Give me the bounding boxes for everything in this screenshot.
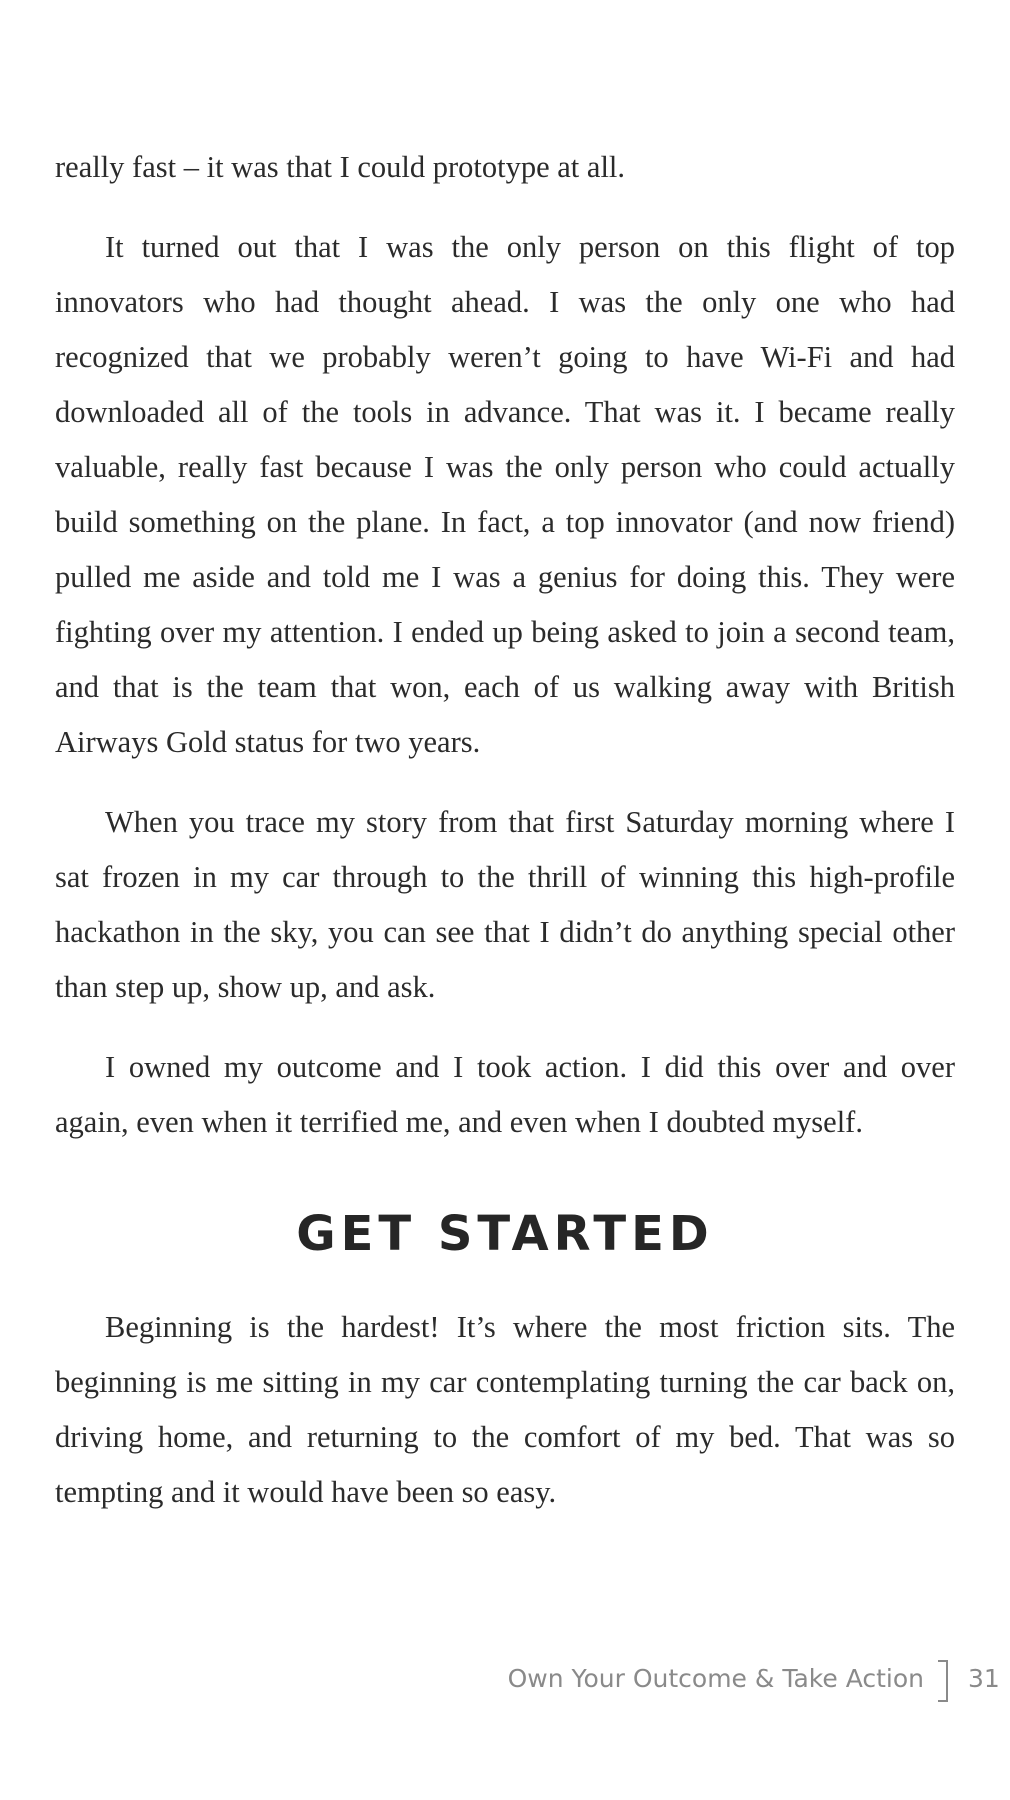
running-title: Own Your Outcome & Take Action xyxy=(507,1664,924,1693)
footer-bracket-divider xyxy=(938,1660,948,1702)
section-heading: GET STARTED xyxy=(296,1206,714,1262)
paragraph-beginning: Beginning is the hardest! It’s where the most friction sits. The beginning is me sitting in my car contemplating turning the car back on, driving home, and returning to the comfort of my bed. That was so tempting and it would have been so easy. xyxy=(55,1310,955,1509)
paragraph-trace-story: When you trace my story from that first Saturday morning where I sat frozen in my car through to the thrill of winning this high-profile hackathon in the sky, you can see that I didn’t do anything special other than step up, show up, and ask. xyxy=(55,805,955,1004)
paragraph-hackathon-flight: It turned out that I was the only person on this flight of top innovators who had thought ahead. I was the only one who had recognized that we probably weren’t going to have Wi-Fi and had downloaded all of the tools in advance. That was it. I became really valuable, really fast because I was the only person who could actually build something on the plane. In fact, a top innovator (and now friend) pulled me aside and told me I was a genius for doing this. They were fighting over my attention. I ended up being asked to join a second team, and that is the team that won, each of us walking away with British Airways Gold status for two years. xyxy=(55,230,955,759)
page-footer xyxy=(0,1660,1010,1704)
paragraph-owned-outcome: I owned my outcome and I took action. I did this over and over again, even when it terrified me, and even when I doubted myself. xyxy=(55,1050,955,1139)
page-content xyxy=(55,140,955,1545)
page-number: 31 xyxy=(968,1664,1000,1693)
paragraph-continuation: really fast – it was that I could prototype at all. xyxy=(55,150,626,184)
